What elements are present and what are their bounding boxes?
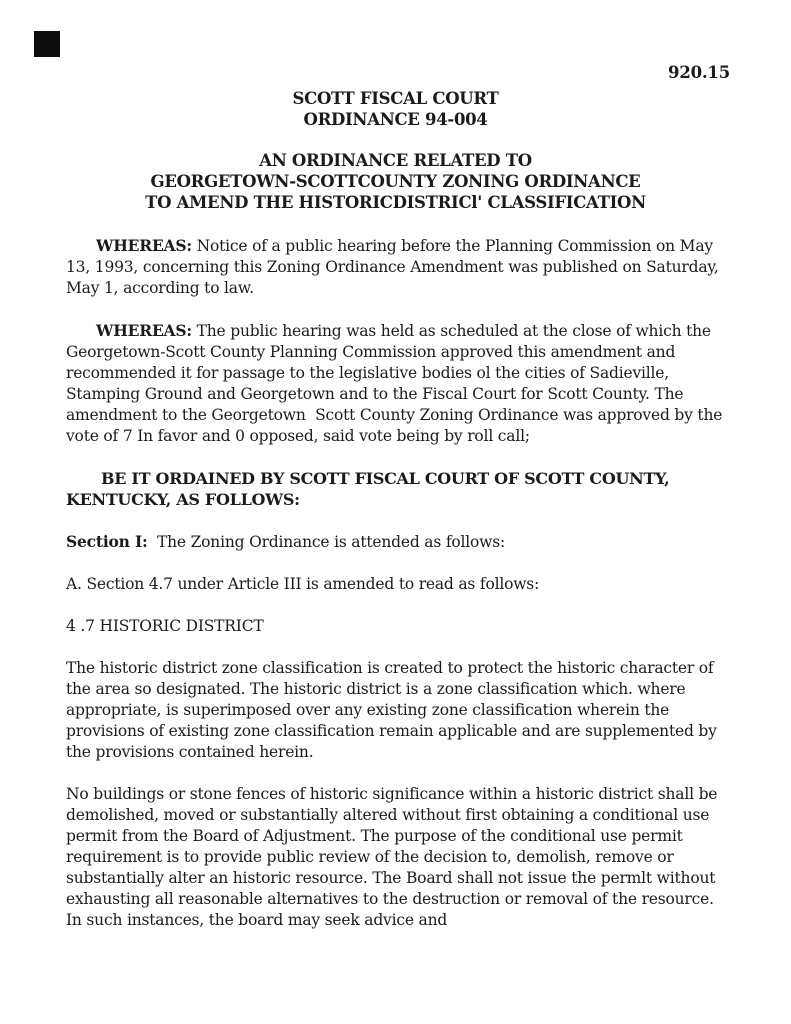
title-line-2: GEORGETOWN-SCOTTCOUNTY ZONING ORDINANCE	[150, 172, 641, 191]
whereas-2-text: The public hearing was held as scheduled at the close of which the Georgetown-Scott County Planning Commission approved this amendment and recommended it for passage to the legislative bodies ol the cities of Sadieville, Stamping Ground and Georgetown and to the Fiscal Court for Scott County. The amendment to the Georgetown Scott County Zoning Ordinance was approved by the vote of 7 In favor and 0 opposed, said vote being by roll call;	[66, 322, 727, 445]
paragraph-no-buildings: No buildings or stone fences of historic significance within a historic district shall be demolished, moved or substantially altered without first obtaining a conditional use permit from the Board of Adjustment. The purpose of the conditional use permit requirement is to provide public review of the decision to, demolish, remove or substantially alter an historic resource. The Board shall not issue the permlt without exhausting all reasonable alternatives to the destruction or removal of the resource. In such instances, the board may seek advice and	[66, 785, 722, 929]
title-line-1: AN ORDINANCE RELATED TO	[259, 151, 532, 170]
header-court-line: SCOTT FISCAL COURT	[292, 89, 499, 108]
section-1-text: The Zoning Ordinance is attended as follows:	[147, 533, 505, 551]
paragraph-item-a: A. Section 4.7 under Article III is amended to read as follows:	[66, 575, 540, 593]
document-header	[0, 88, 791, 130]
page-number: 920.15	[668, 63, 730, 82]
whereas-2-label: WHEREAS:	[96, 321, 192, 340]
title-line-3: TO AMEND THE HISTORICDISTRICl' CLASSIFICATION	[145, 193, 646, 212]
section-1-label: Section I:	[66, 532, 148, 551]
paragraph-whereas-2	[66, 320, 730, 447]
whereas-1-text: Notice of a public hearing before the Planning Commission on May 13, 1993, concerning this Zoning Ordinance Amendment was published on Saturday, May 1, according to law.	[66, 237, 724, 297]
document-body	[66, 235, 730, 931]
document-title	[0, 150, 791, 213]
paragraph-whereas-1	[66, 235, 730, 299]
paragraph-be-it-ordained: BE IT ORDAINED BY SCOTT FISCAL COURT OF SCOTT COUNTY, KENTUCKY, AS FOLLOWS:	[66, 469, 675, 509]
paragraph-section-1	[66, 531, 730, 553]
heading-historic-district: 4 .7 HISTORIC DISTRICT	[66, 617, 264, 635]
whereas-1-label: WHEREAS:	[96, 236, 192, 255]
header-ordinance-line: ORDINANCE 94-004	[303, 110, 488, 129]
paragraph-historic-zone: The historic district zone classification is created to protect the historic character of the area so designated. The historic district is a zone classification which. where appropriate, is superimposed over any existing zone classification wherein the provisions of existing zone classification remain applicable and are supplemented by the provisions contained herein.	[66, 659, 722, 761]
